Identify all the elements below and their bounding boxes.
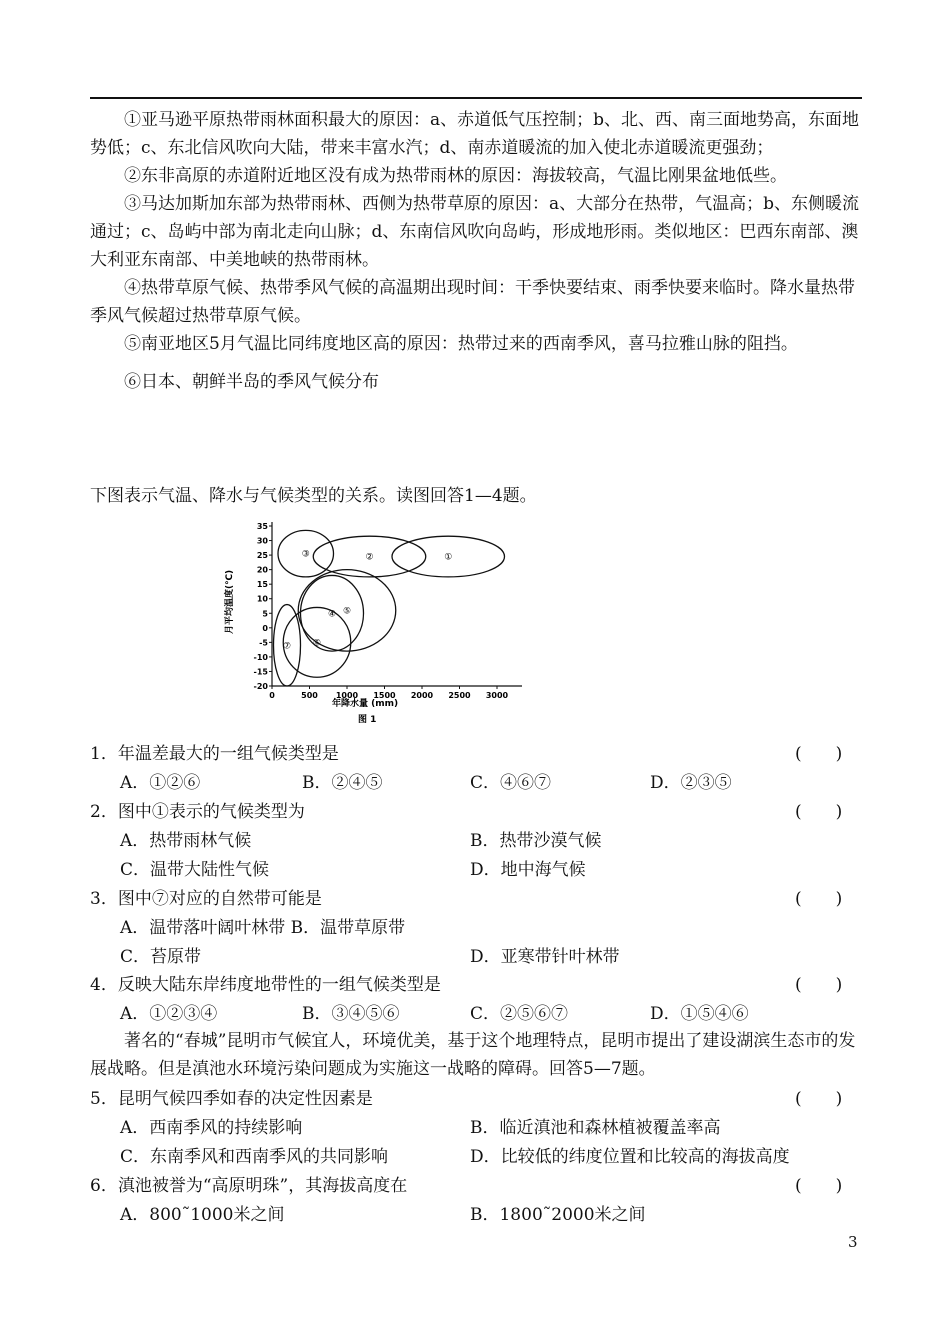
note-4: ④热带草原气候、热带季风气候的高温期出现时间：干季快要结束、雨季快要来临时。降水量热带季风气候超过热带草原气候。 (90, 278, 855, 326)
note-1: ①亚马逊平原热带雨林面积最大的原因：a、赤道低气压控制；b、北、西、南三面地势高，东面地势低；c、东北信风吹向大陆，带来丰富水汽；d、南赤道暖流的加入使北赤道暖流更强劲； (90, 110, 860, 158)
chart-regions (274, 530, 505, 686)
q5-option-a[interactable]: A．西南季风的持续影响 (120, 1118, 303, 1138)
question-6-stem: 6．滇池被誉为“高原明珠”，其海拔高度在 (90, 1176, 408, 1196)
q1-option-c[interactable]: C．④⑥⑦ (470, 773, 552, 793)
y-tick-label: 10 (256, 594, 268, 604)
notes-block (90, 106, 870, 396)
x-tick-label: 1500 (373, 691, 396, 700)
q4-option-b[interactable]: B．③④⑤⑥ (302, 1004, 400, 1024)
y-tick-label: -15 (253, 667, 268, 677)
q4-option-c[interactable]: C．②⑤⑥⑦ (470, 1004, 569, 1024)
q6-option-a[interactable]: A．800˜1000米之间 (120, 1205, 285, 1225)
question-6-answer-blank[interactable]: ( ) (795, 1176, 843, 1196)
q1-option-b[interactable]: B．②④⑤ (302, 773, 383, 793)
q3-option-d[interactable]: D．亚寒带针叶林带 (470, 947, 620, 967)
x-tick-label: 2000 (410, 691, 434, 700)
y-tick-label: 5 (262, 609, 268, 619)
climate-chart (222, 516, 532, 728)
y-tick-label: 30 (256, 536, 268, 546)
y-tick-label: -20 (253, 682, 268, 691)
q6-option-b[interactable]: B．1800˜2000米之间 (470, 1205, 646, 1225)
q1-option-a[interactable]: A．①②⑥ (120, 773, 201, 793)
chart-axes (272, 522, 522, 686)
climate-region-label-2: ② (365, 552, 374, 563)
note-3: ③马达加斯加东部为热带雨林、西侧为热带草原的原因：a、大部分在热带，气温高；b、东侧暖流通过；c、岛屿中部为南北走向山脉；d、东南信风吹向岛屿，形成地形雨。类似地区：巴西东南部、澳大利亚东南部、中美地峡的热带雨林。 (90, 194, 860, 270)
q4-option-a[interactable]: A．①②③④ (120, 1004, 218, 1024)
y-tick-label: 15 (256, 580, 268, 590)
q1-option-d[interactable]: D．②③⑤ (650, 773, 732, 793)
y-tick-label: -5 (259, 638, 268, 648)
y-tick-label: 25 (256, 551, 268, 561)
climate-region-label-7: ⑦ (282, 641, 292, 652)
y-tick-label: 20 (256, 565, 268, 575)
q5-option-b[interactable]: B．临近滇池和森林植被覆盖率高 (470, 1118, 721, 1138)
y-tick-label: 35 (256, 522, 268, 531)
q4-option-d[interactable]: D．①⑤④⑥ (650, 1004, 749, 1024)
question-1-answer-blank[interactable]: ( ) (795, 744, 843, 764)
chart-y-ticks (254, 522, 272, 691)
question-5-stem: 5．昆明气候四季如春的决定性因素是 (90, 1089, 373, 1109)
q5-option-d[interactable]: D．比较低的纬度位置和比较高的海拔高度 (470, 1147, 790, 1167)
passage-text: 著名的“春城”昆明市气候宜人，环境优美，基于这个地理特点，昆明市提出了建设湖滨生态市的发展战略。但是滇池水环境污染问题成为实施这一战略的障碍。回答5—7题。 (90, 1031, 856, 1079)
q3-option-c[interactable]: C．苔原带 (120, 947, 202, 967)
question-1-stem: 1．年温差最大的一组气候类型是 (90, 744, 339, 764)
question-2-stem: 2．图中①表示的气候类型为 (90, 802, 305, 822)
note-2: ②东非高原的赤道附近地区没有成为热带雨林的原因：海拔较高，气温比刚果盆地低些。 (124, 166, 787, 186)
question-4-answer-blank[interactable]: ( ) (795, 975, 843, 995)
q2-option-b[interactable]: B．热带沙漠气候 (470, 831, 602, 851)
chart-x-label: 年降水量 (mm) (332, 699, 399, 709)
y-tick-label: 0 (262, 623, 268, 633)
chart-y-label: 月平均温度(℃) (225, 569, 235, 634)
passage (90, 1027, 870, 1083)
climate-region-label-1: ① (444, 552, 453, 563)
question-5-answer-blank[interactable]: ( ) (795, 1089, 843, 1109)
header-rule (90, 97, 862, 99)
q2-option-d[interactable]: D．地中海气候 (470, 860, 586, 880)
x-tick-label: 2500 (448, 691, 471, 700)
x-tick-label: 0 (269, 691, 275, 700)
chart-caption: 图 1 (358, 715, 377, 725)
q2-option-a[interactable]: A．热带雨林气候 (120, 831, 252, 851)
q5-option-c[interactable]: C．东南季风和西南季风的共同影响 (120, 1147, 389, 1167)
q2-option-c[interactable]: C．温带大陆性气候 (120, 860, 270, 880)
question-4-stem: 4．反映大陆东岸纬度地带性的一组气候类型是 (90, 975, 441, 995)
climate-region-label-3: ③ (301, 549, 310, 560)
q3-option-ab[interactable]: A．温带落叶阔叶林带 B．温带草原带 (120, 918, 406, 938)
climate-region-label-5: ⑤ (342, 606, 352, 617)
x-tick-label: 3000 (485, 691, 509, 700)
note-6: ⑥日本、朝鲜半岛的季风气候分布 (124, 372, 379, 392)
intro-text: 下图表示气温、降水与气候类型的关系。读图回答1—4题。 (90, 486, 537, 506)
x-tick-label: 500 (301, 691, 318, 700)
climate-region-label-6: ⑥ (312, 638, 322, 649)
y-tick-label: -10 (253, 652, 268, 662)
note-5: ⑤南亚地区5月气温比同纬度地区高的原因：热带过来的西南季风，喜马拉雅山脉的阻挡。 (124, 334, 798, 354)
x-tick-label: 1000 (335, 691, 359, 700)
climate-region-label-4: ④ (327, 609, 337, 620)
question-3-answer-blank[interactable]: ( ) (795, 889, 843, 909)
chart-x-ticks (269, 686, 508, 700)
page-number: 3 (848, 1233, 858, 1251)
question-2-answer-blank[interactable]: ( ) (795, 802, 843, 822)
question-3-stem: 3．图中⑦对应的自然带可能是 (90, 889, 322, 909)
